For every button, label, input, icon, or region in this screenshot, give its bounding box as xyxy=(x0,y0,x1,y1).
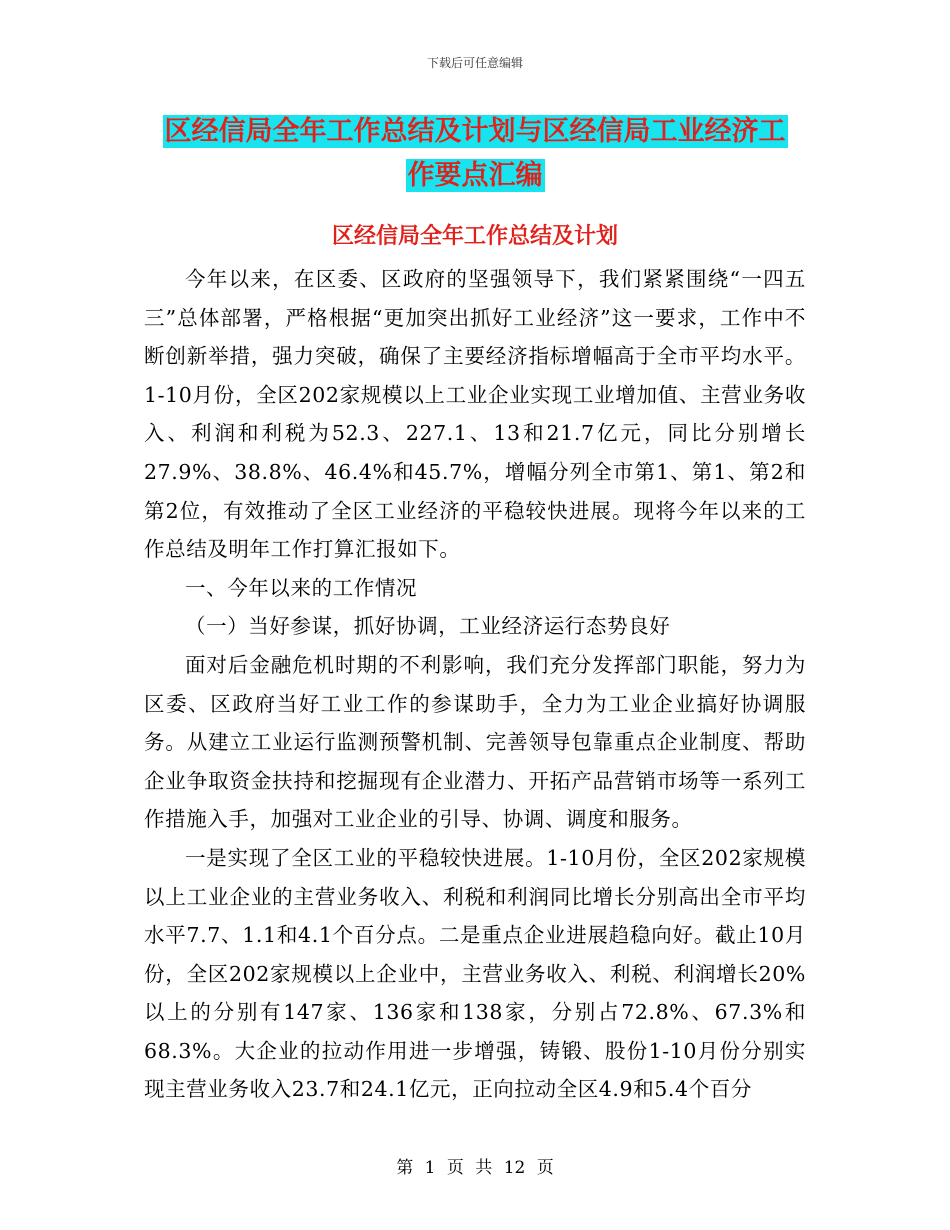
paragraph-results: 一是实现了全区工业的平稳较快进展。1-10月份，全区202家规模以上工业企业的主营业务收入、利税和利润同比增长分别高出全市平均水平7.7、1.1和4.1个百分点。二是重点企业进展趋稳向好。截止10月份，全区202家规模以上企业中，主营业务收入、利税、利润增长20%以上的分别有147家、136家和138家，分别占72.8%、67.3%和68.3%。大企业的拉动作用进一步增强，铸锻、股份1-10月份分别实现主营业务收入23.7和24.1亿元，正向拉动全区4.9和5.4个百分 xyxy=(144,845,806,1102)
paragraph-intro: 今年以来，在区委、区政府的坚强领导下，我们紧紧围绕“一四五三”总体部署，严格根据“更加突出抓好工业经济”这一要求，工作中不断创新举措，强力突破，确保了主要经济指标增幅高于全市平均水平。1-10月份，全区202家规模以上工业企业实现工业增加值、主营业务收入、利润和利税为52.3、227.1、13和21.7亿元，同比分别增长27.9%、38.8%、46.4%和45.7%，增幅分列全市第1、第1、第2和第2位，有效推动了全区工业经济的平稳较快进展。现将今年以来的工作总结及明年工作打算汇报如下。 xyxy=(144,267,806,562)
header-note: 下载后可任意编辑 xyxy=(426,56,523,70)
title-line-1: 区经信局全年工作总结及计划与区经信局工业经济工 xyxy=(164,116,786,147)
section-title: 区经信局全年工作总结及计划 xyxy=(331,224,618,249)
page-footer: 第 1 页 共 12 页 xyxy=(396,1158,554,1178)
title-line-2: 作要点汇编 xyxy=(407,160,543,191)
heading-subsection-1: （一）当好参谋，抓好协调，工业经济运行态势良好 xyxy=(185,614,671,639)
heading-section-1: 一、今年以来的工作情况 xyxy=(185,575,418,600)
paragraph-measures: 面对后金融危机时期的不利影响，我们充分发挥部门职能，努力为区委、区政府当好工业工作的参谋助手，全力为工业企业搞好协调服务。从建立工业运行监测预警机制、完善领导包靠重点企业制度、帮助企业争取资金扶持和挖掘现有企业潜力、开拓产品营销市场等一系列工作措施入手，加强对工业企业的引导、协调、调度和服务。 xyxy=(144,652,806,832)
document-title xyxy=(140,110,810,198)
body-text xyxy=(144,260,806,1109)
